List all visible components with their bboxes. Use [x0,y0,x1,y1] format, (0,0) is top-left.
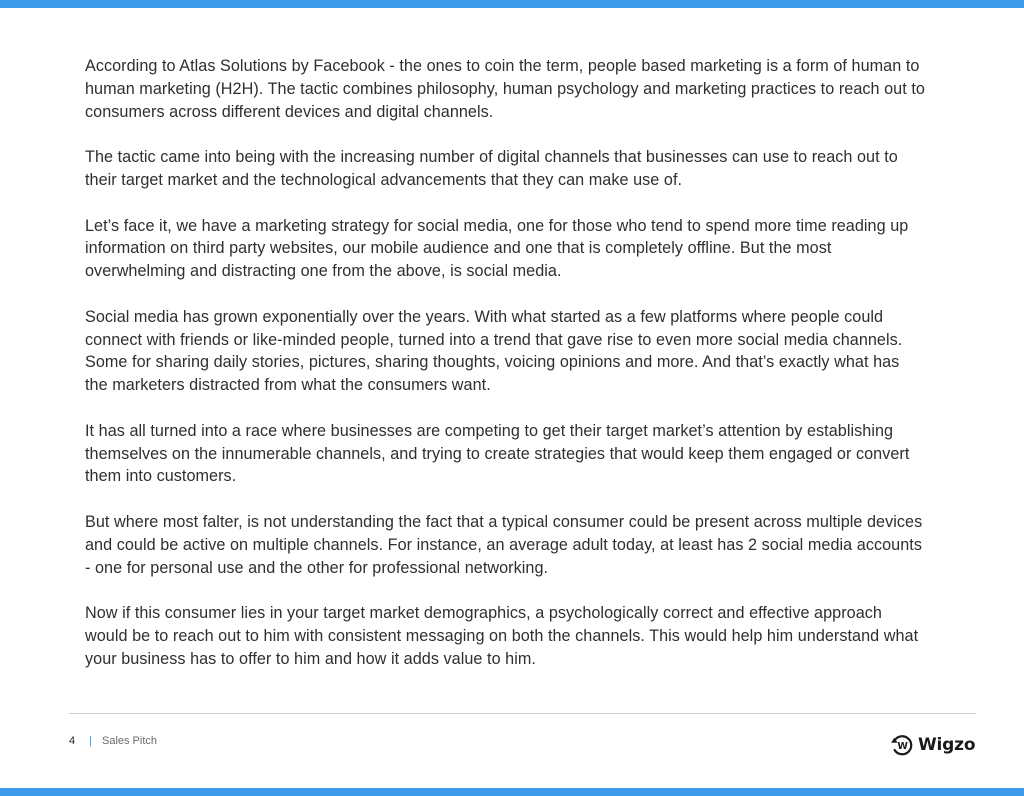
bottom-accent-bar [0,788,1024,796]
paragraph-7: Now if this consumer lies in your target market demographics, a psychologically correct and effective approach would be to reach out to him with consistent messaging on both the channels. This would help him understand what your business has to offer to him and how it adds value to him. [85,604,919,668]
paragraph-5: It has all turned into a race where businesses are competing to get their target market’s attention by establishing themselves on the innumerable channels, and trying to create strategies that would keep them engaged or convert them into customers. [85,421,910,486]
page-number: 4 [69,735,76,747]
paragraph-1: According to Atlas Solutions by Facebook - the ones to coin the term, people based marketing is a form of human to human marketing (H2H). The tactic combines philosophy, human psychology and marketing practices to reach out to consumers across different devices and digital channels. [85,57,925,121]
wigzo-logo [890,733,975,757]
footer-divider [69,713,976,714]
body-text [85,55,925,693]
paragraph-2: The tactic came into being with the increasing number of digital channels that businesses can use to reach out to their target market and the technological advancements that they can make use of. [85,148,898,189]
top-accent-bar [0,0,1024,8]
paragraph-4: Social media has grown exponentially over the years. With what started as a few platforms where people could connect with friends or like-minded people, turned into a trend that gave rise to even more social media channels. Some for sharing daily stories, pictures, sharing thoughts, voicing opinions and more. And that’s exactly what has the marketers distracted from what the consumers want. [85,307,903,395]
paragraph-6: But where most falter, is not understanding the fact that a typical consumer could be present across multiple devices and could be active on multiple channels. For instance, an average adult today, at least has 2 social media accounts - one for personal use and the other for professional networking. [85,512,923,577]
footer-separator: | [89,735,92,747]
wigzo-logo-icon [890,733,914,757]
paragraph-3: Let’s face it, we have a marketing strategy for social media, one for those who tend to spend more time reading up information on third party websites, our mobile audience and one that is completely offline. But the most overwhelming and distracting one from the above, is social media. [85,216,909,281]
footer [69,735,157,747]
document-title: Sales Pitch [101,735,158,747]
logo-mark-letter: W [897,741,908,752]
logo-wordmark: Wigzo [918,735,976,755]
